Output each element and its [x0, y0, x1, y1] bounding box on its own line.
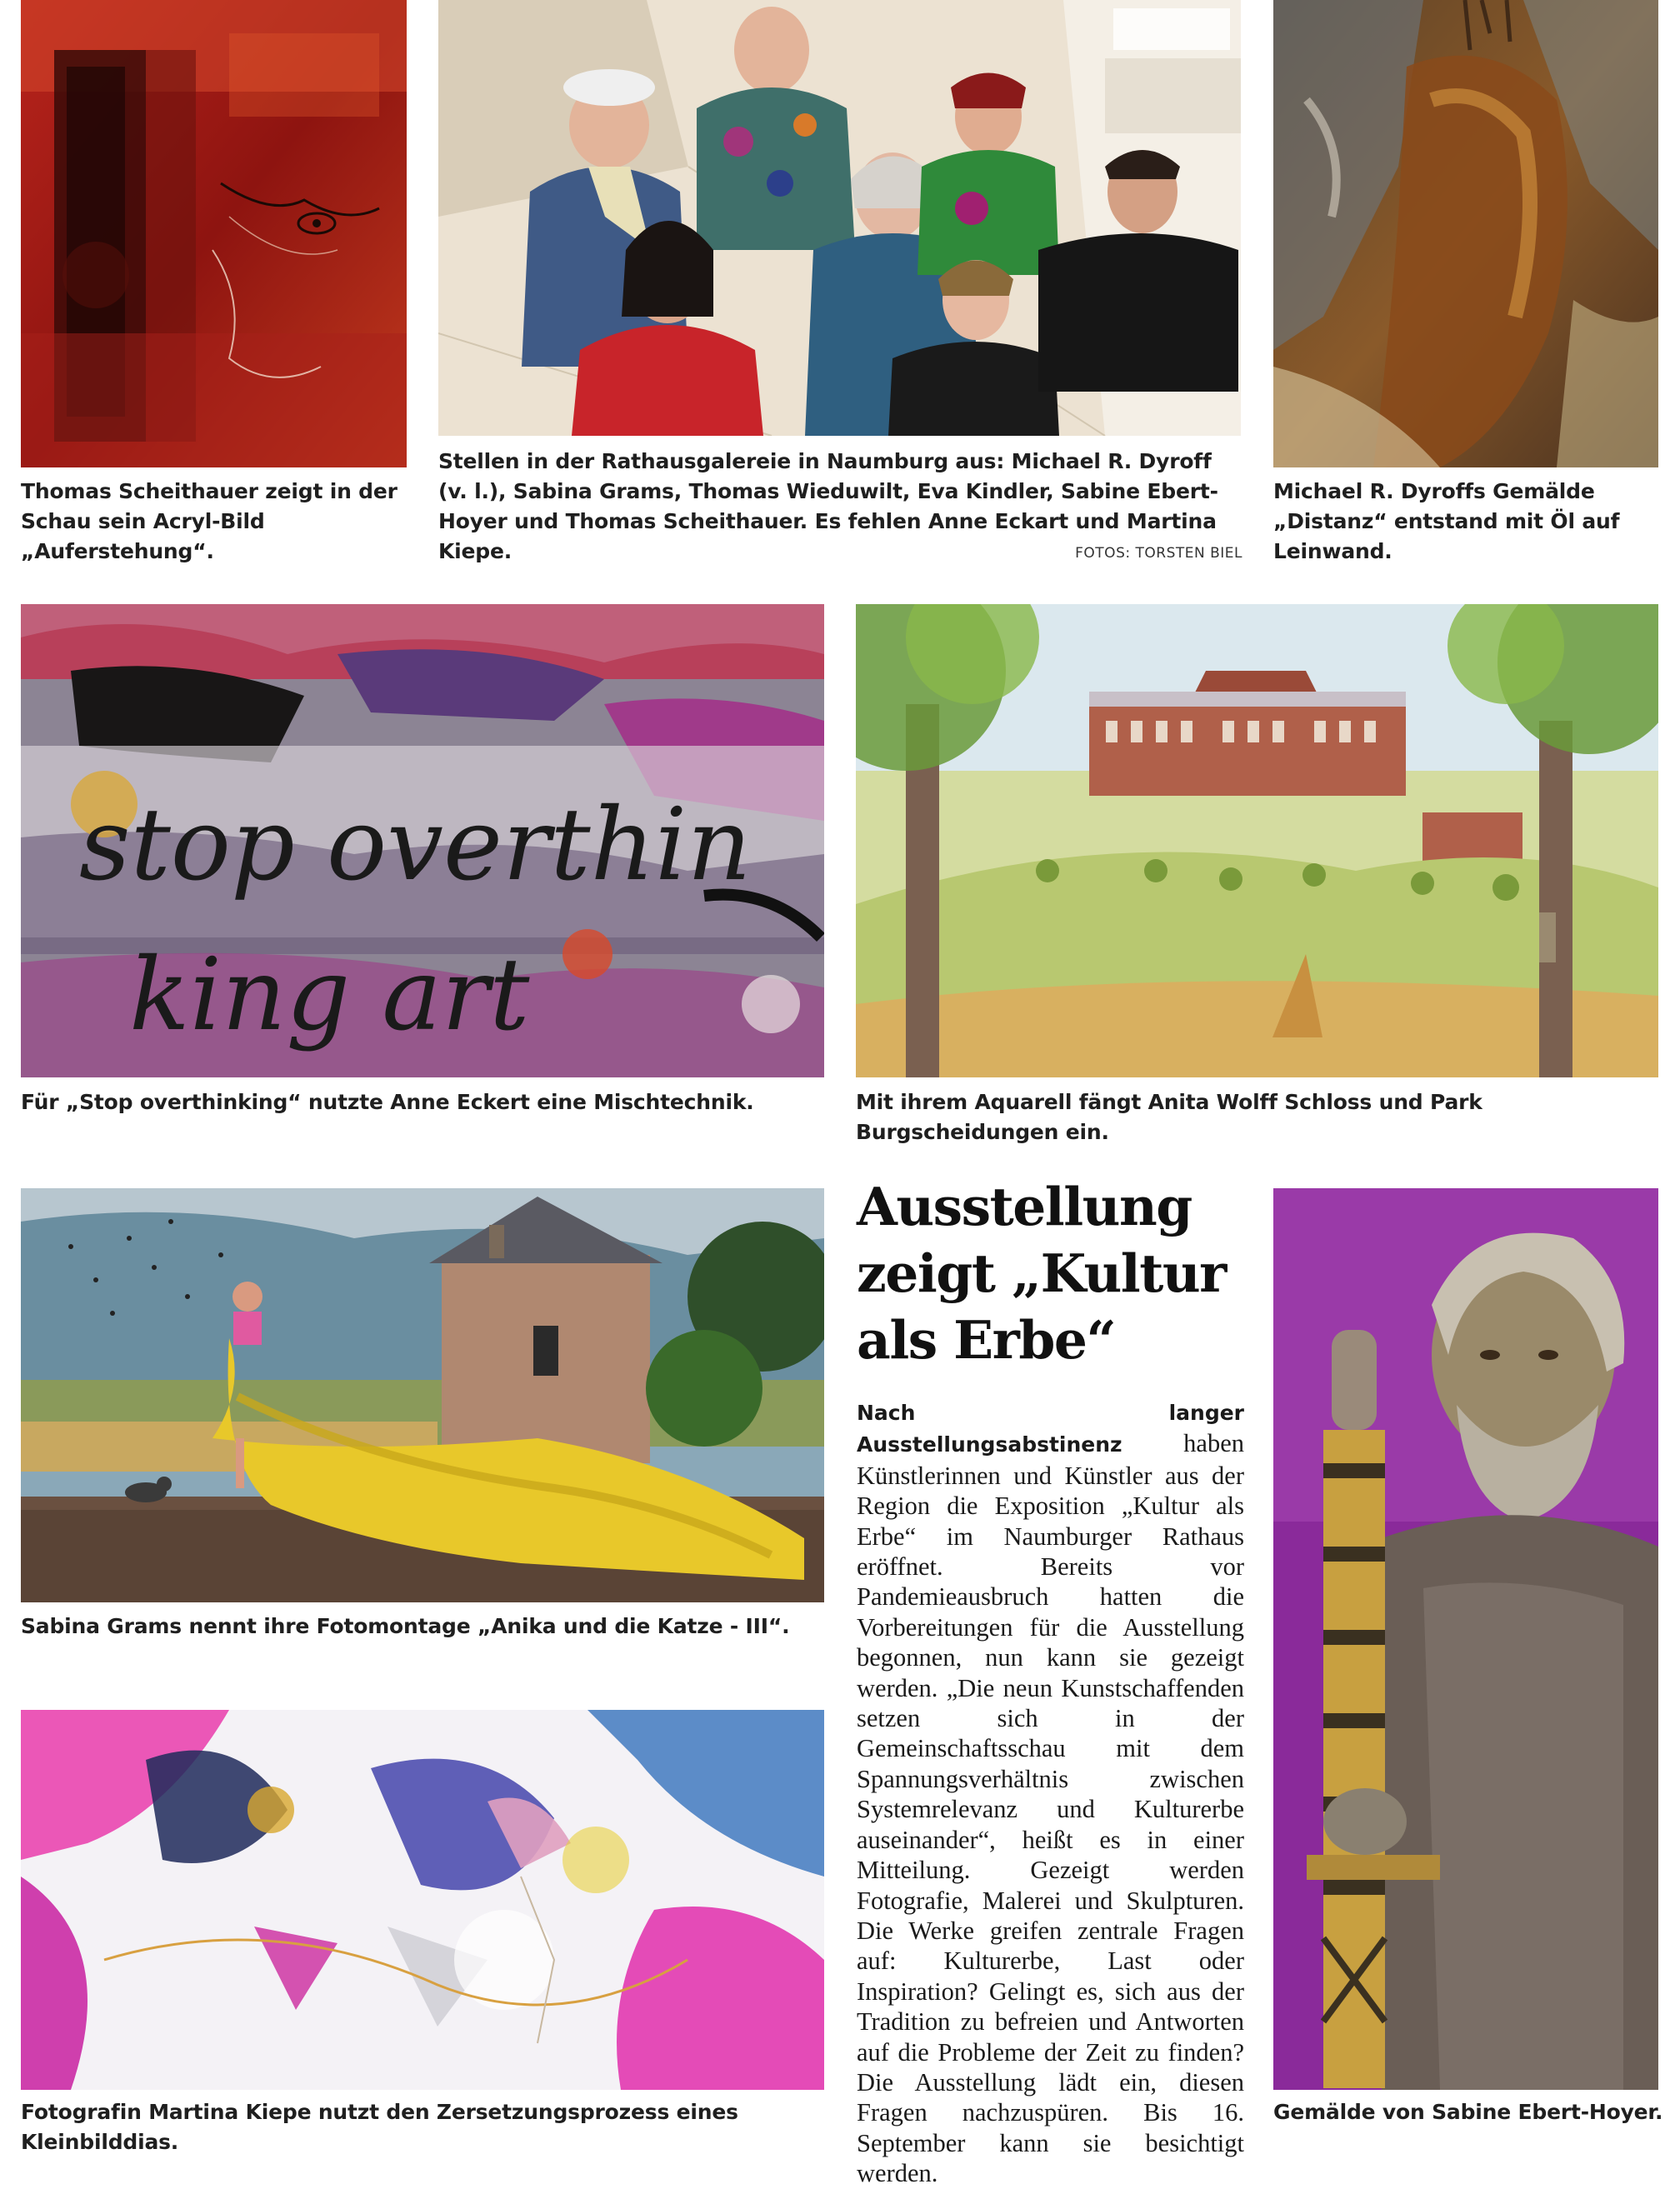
caption-grams: Sabina Grams nennt ihre Fotomontage „Anika und die Katze - III“. [21, 1614, 790, 1638]
caption-scheithauer: Thomas Scheithauer zeigt in der Schau sein Acryl-Bild „Auferstehung“. [21, 479, 398, 563]
caption-kiepe: Fotografin Martina Kiepe nutzt den Zersetzungsprozess eines Kleinbilddias. [21, 2100, 738, 2154]
caption-ebert-hoyer: Gemälde von Sabine Ebert-Hoyer. [1273, 2100, 1663, 2124]
photo-wolff-aquarell [856, 604, 1658, 1077]
article-body [857, 1397, 1244, 2189]
caption-wolff: Mit ihrem Aquarell fängt Anita Wolff Schloss und Park Burgscheidungen ein. [856, 1090, 1482, 1144]
photo-credit: FOTOS: TORSTEN BIEL [1075, 545, 1242, 562]
caption-dyroff: Michael R. Dyroffs Gemälde „Distanz“ entstand mit Öl auf Leinwand. [1273, 479, 1620, 563]
caption-group-text: Stellen in der Rathausgalereie in Naumburg aus: Michael R. Dyroff (v. l.), Sabina Grams, Thomas Wieduwilt, Eva Kindler, Sabine Ebert-Hoyer und Thomas Scheithauer. Es fehlen Anne Eckart und Martina Kiepe. [438, 449, 1218, 563]
photo-scheithauer-auferstehung [21, 0, 407, 467]
artwork-text-line1: stop overthin [79, 787, 752, 903]
artwork-text-line2: king art [129, 937, 530, 1053]
photo-ebert-hoyer-gemaelde [1273, 1188, 1658, 2090]
photo-dyroff-distanz [1273, 0, 1658, 467]
article-lead: Nach langer Ausstellungsabstinenz [857, 1401, 1244, 1457]
article-headline: Ausstellung zeigt „Kultur als Erbe“ [857, 1176, 1226, 1371]
photo-artists-group [438, 0, 1241, 436]
photo-grams-anika [21, 1188, 824, 1602]
caption-eckert: Für „Stop overthinking“ nutzte Anne Eckert eine Mischtechnik. [21, 1090, 754, 1114]
caption-group-photo [438, 447, 1242, 568]
photo-kiepe-kleinbilddia [21, 1710, 824, 2090]
article-text: haben Künstlerinnen und Künstler aus der Region die Exposition „Kultur als Erbe“ im Naumburger Rathaus eröffnet. Bereits vor Pandemieausbruch hatten die Vorbereitungen für die Ausstellung begonnen, nun kann sie gezeigt werden. „Die neun Kunstschaffenden setzen sich in der Gemeinschaftsschau mit dem Spannungsverhältnis zwischen Systemrelevanz und Kulturerbe auseinander“, heißt es in einer Mitteilung. Gezeigt werden Fotografie, Malerei und Skulpturen. Die Werke greifen zentrale Fragen auf: Kulturerbe, Last oder Inspiration? Gelingt es, sich aus der Tradition zu befreien und Antworten auf die Probleme der Zeit zu finden? Die Ausstellung lädt ein, diesen Fragen nachzuspüren. Bis 16. September kann sie besichtigt werden. [857, 1429, 1244, 2188]
photo-eckert-stop-overthinking [21, 604, 824, 1077]
